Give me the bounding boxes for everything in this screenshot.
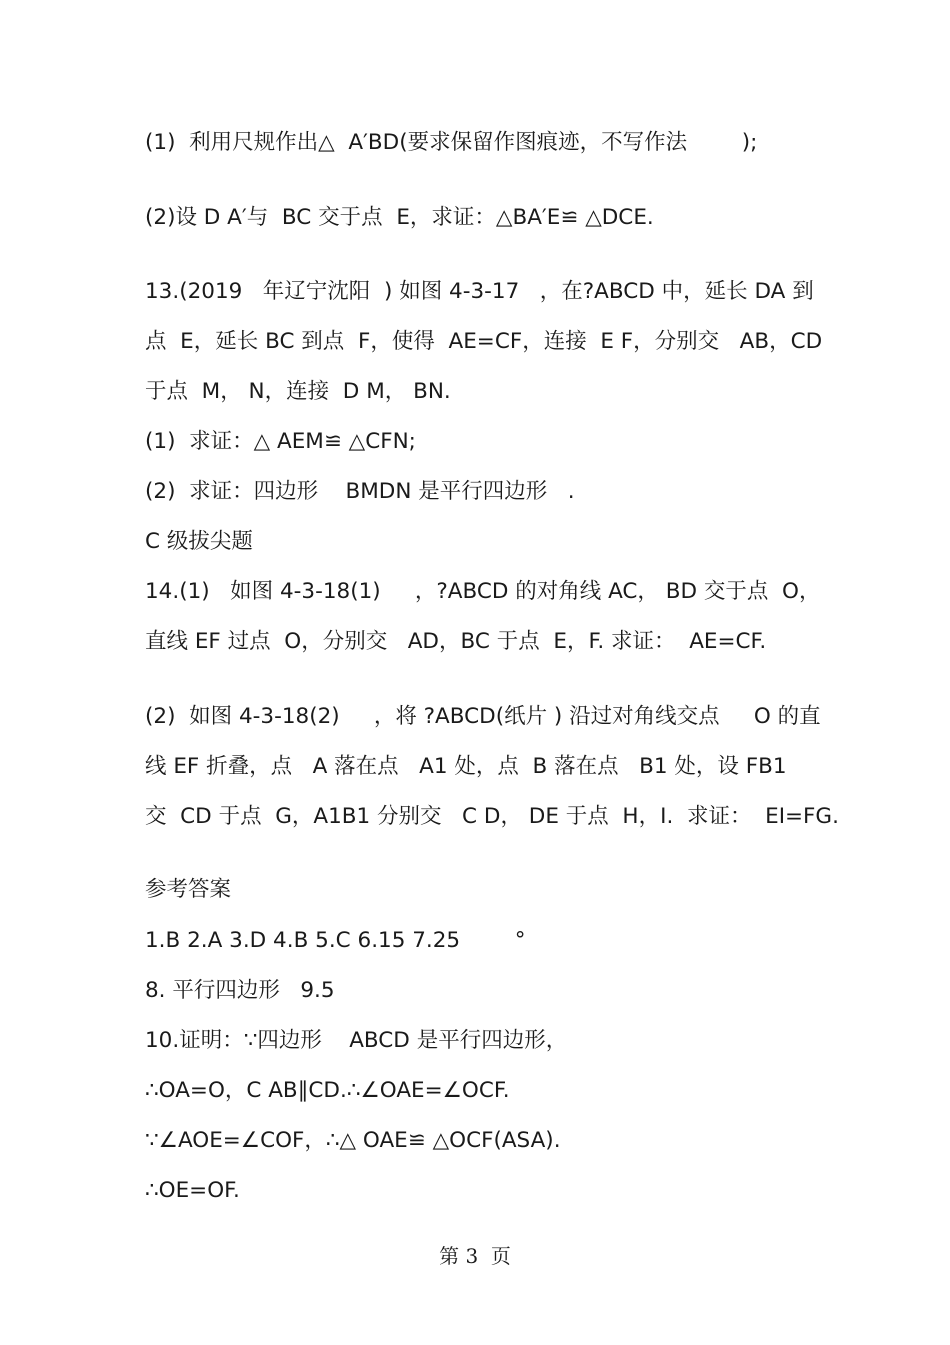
text-line-q13-body-1: 点 E，延长 BC 到点 F，使得 AE=CF，连接 E F，分别交 AB，CD <box>145 329 823 354</box>
page-number-footer: 第 3 页 <box>439 1244 511 1268</box>
section-heading-answers: 参考答案 <box>145 877 232 902</box>
text-line-q14-part2-1: (2) 如图 4-3-18(2) ，将 ?ABCD(纸片 ) 沿过对角线交点 O 的直 <box>145 704 821 729</box>
text-line-q13-part1: (1) 求证：△ AEM≌ △CFN; <box>145 429 416 454</box>
text-line-q14-body-1: 直线 EF 过点 O，分别交 AD，BC 于点 E，F. 求证： AE=CF. <box>145 629 767 654</box>
answer-line-1-7: 1.B 2.A 3.D 4.B 5.C 6.15 7.25 ° <box>145 928 526 953</box>
text-line-q14-part2-2: 线 EF 折叠，点 A 落在点 A1 处，点 B 落在点 B1 处，设 FB1 <box>145 754 787 779</box>
text-line-q14-intro: 14.(1) 如图 4-3-18(1) ，?ABCD 的对角线 AC， BD 交于点 O， <box>145 579 821 604</box>
text-line-q12-part2: (2)设 D A′与 BC 交于点 E，求证：△BA′E≌ △DCE. <box>145 205 654 230</box>
text-line-q13-body-2: 于点 M， N，连接 D M， BN. <box>145 379 451 404</box>
answer-line-10-1: 10.证明：∵四边形 ABCD 是平行四边形， <box>145 1028 568 1053</box>
text-line-q13-part2: (2) 求证：四边形 BMDN 是平行四边形 . <box>145 479 575 504</box>
text-line-q13-intro: 13.(2019 年辽宁沈阳 ) 如图 4-3-17 ，在?ABCD 中，延长 DA 到 <box>145 279 814 304</box>
text-line-q14-part2-3: 交 CD 于点 G，A1B1 分别交 C D， DE 于点 H，I. 求证： EI=FG. <box>145 804 839 829</box>
answer-line-10-3: ∵∠AOE=∠COF，∴△ OAE≌ △OCF(ASA). <box>145 1128 561 1153</box>
section-heading-c-level: C 级拔尖题 <box>145 529 253 554</box>
answer-line-8-9: 8. 平行四边形 9.5 <box>145 978 335 1003</box>
answer-line-10-2: ∴OA=O，C AB∥CD.∴∠OAE=∠OCF. <box>145 1078 510 1103</box>
answer-line-10-4: ∴OE=OF. <box>145 1178 240 1203</box>
text-line-q12-part1: (1) 利用尺规作出△ A′BD(要求保留作图痕迹，不写作法 ); <box>145 130 758 155</box>
